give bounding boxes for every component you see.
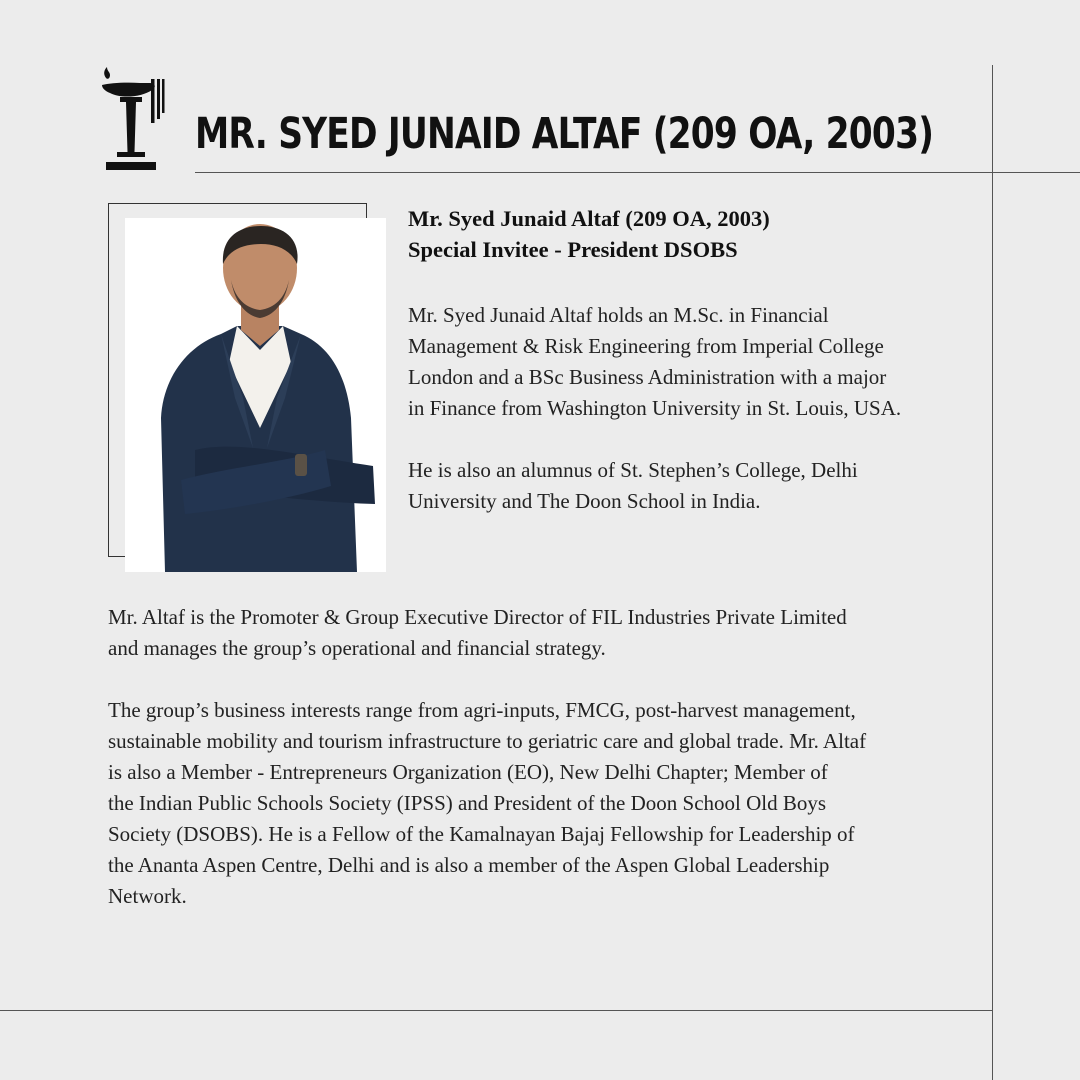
text-line: University and The Doon School in India. — [408, 489, 761, 513]
portrait-photo — [125, 218, 386, 572]
text-line: Society (DSOBS). He is a Fellow of the Kamalnayan Bajaj Fellowship for Leadership of — [108, 822, 855, 846]
torch-lamp-icon — [100, 66, 168, 174]
heading-role: Special Invitee - President DSOBS — [408, 237, 738, 262]
text-line: is also a Member - Entrepreneurs Organization (EO), New Delhi Chapter; Member of — [108, 760, 828, 784]
text-line: the Indian Public Schools Society (IPSS) and President of the Doon School Old Boys — [108, 791, 827, 815]
text-line: Management & Risk Engineering from Imperial College — [408, 334, 884, 358]
text-line: Mr. Syed Junaid Altaf holds an M.Sc. in Financial — [408, 303, 829, 327]
text-line: Mr. Altaf is the Promoter & Group Executive Director of FIL Industries Private Limited — [108, 605, 847, 629]
text-line: The group’s business interests range from agri-inputs, FMCG, post-harvest management, — [108, 698, 856, 722]
bottom-divider — [0, 1010, 993, 1011]
vertical-divider — [992, 65, 993, 1080]
page-title: MR. SYED JUNAID ALTAF (209 OA, 2003) — [195, 109, 934, 159]
text-line: He is also an alumnus of St. Stephen’s College, Delhi — [408, 458, 858, 482]
bio-heading — [408, 203, 770, 265]
text-line: sustainable mobility and tourism infrastructure to geriatric care and global trade. Mr. Altaf — [108, 729, 867, 753]
role-paragraph — [108, 602, 988, 664]
text-line: and manages the group’s operational and financial strategy. — [108, 636, 606, 660]
title-underline — [195, 172, 1080, 173]
heading-name: Mr. Syed Junaid Altaf (209 OA, 2003) — [408, 206, 770, 231]
alumnus-paragraph — [408, 455, 968, 517]
text-line: Network. — [108, 884, 187, 908]
text-line: the Ananta Aspen Centre, Delhi and is also a member of the Aspen Global Leadership — [108, 853, 830, 877]
text-line: in Finance from Washington University in St. Louis, USA. — [408, 396, 902, 420]
business-paragraph — [108, 695, 988, 912]
text-line: London and a BSc Business Administration with a major — [408, 365, 887, 389]
education-paragraph — [408, 300, 968, 424]
